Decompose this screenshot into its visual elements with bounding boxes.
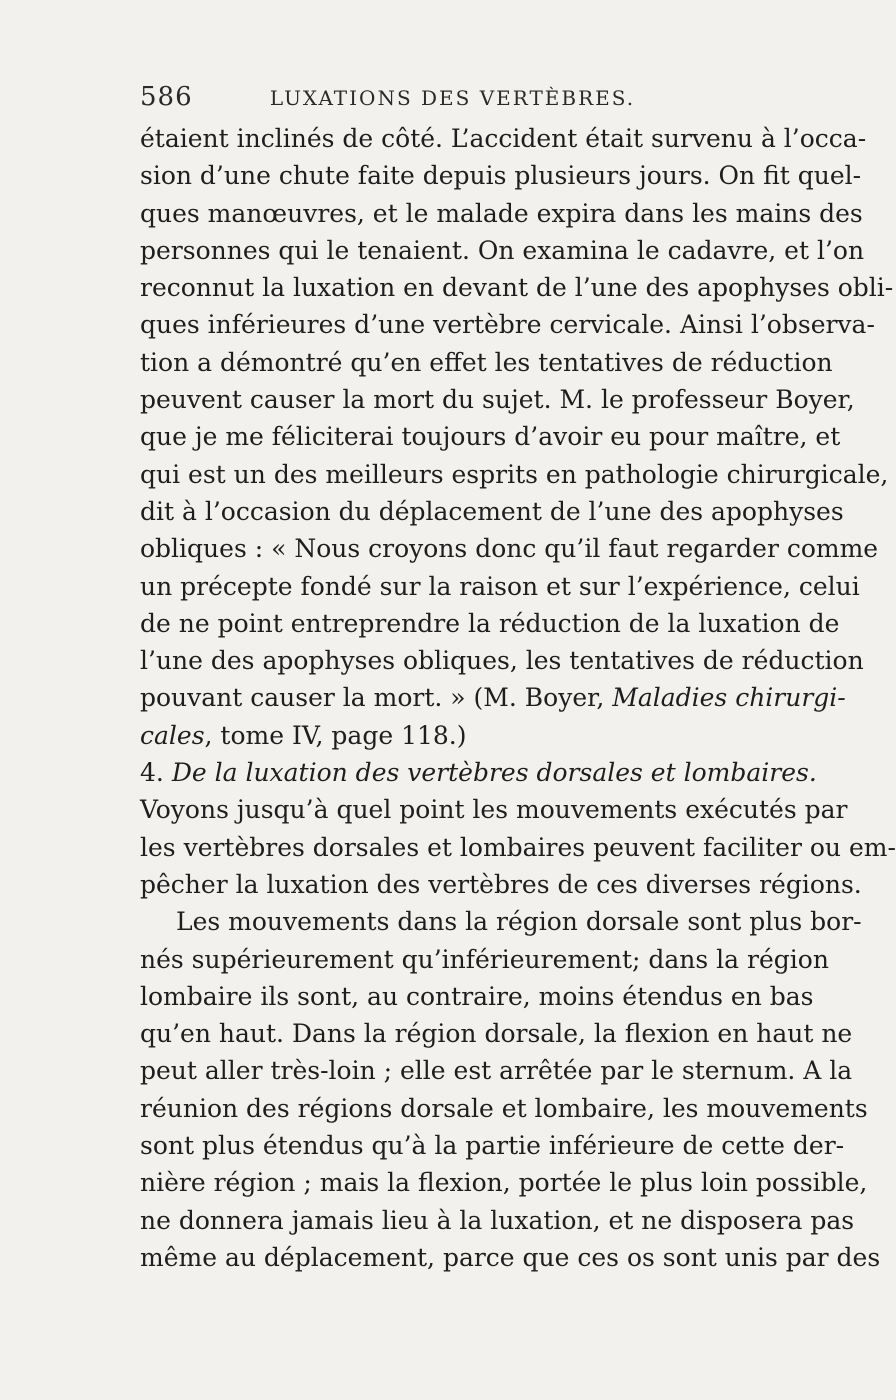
text-line: qui est un des meilleurs esprits en pathologie chirurgicale, <box>140 459 889 489</box>
page-header <box>140 82 765 118</box>
text-line: Voyons jusqu’à quel point les mouvements exécutés par <box>140 795 848 825</box>
section-title-italic: De la luxation des vertèbres dorsales et lombaires. <box>171 758 817 788</box>
text-line: lombaire ils sont, au contraire, moins étendus en bas <box>140 981 814 1011</box>
text-line: reconnut la luxation en devant de l’une des apophyses obli- <box>140 273 894 303</box>
text-line: les vertèbres dorsales et lombaires peuvent faciliter ou em- <box>140 832 896 862</box>
text-line: que je me féliciterai toujours d’avoir eu pour maître, et <box>140 422 841 452</box>
text-line: de ne point entreprendre la réduction de la luxation de <box>140 608 840 638</box>
page-number: 586 <box>140 82 193 112</box>
text-line: pouvant causer la mort. » (M. Boyer, Maladies chirurgi- <box>140 683 846 713</box>
book-title-italic: Maladies chirurgi- <box>612 683 846 713</box>
text-line: pêcher la luxation des vertèbres de ces diverses régions. <box>140 869 862 899</box>
text-line: ques manœuvres, et le malade expira dans les mains des <box>140 198 863 228</box>
text-line: sion d’une chute faite depuis plusieurs jours. On fit quel- <box>140 161 862 191</box>
body-text <box>140 120 896 1276</box>
text-line: un précepte fondé sur la raison et sur l’expérience, celui <box>140 571 860 601</box>
paragraph-first-line: Les mouvements dans la région dorsale sont plus bor- <box>176 907 862 937</box>
text-line: ne donnera jamais lieu à la luxation, et ne disposera pas <box>140 1205 855 1235</box>
text-line: qu’en haut. Dans la région dorsale, la flexion en haut ne <box>140 1019 853 1049</box>
text-line: nière région ; mais la flexion, portée le plus loin possible, <box>140 1168 868 1198</box>
text-line: tion a démontré qu’en effet les tentatives de réduction <box>140 347 833 377</box>
text-line: cales, tome IV, page 118.) <box>140 720 467 750</box>
text-line: sont plus étendus qu’à la partie inférieure de cette der- <box>140 1131 845 1161</box>
section-heading: 4. De la luxation des vertèbres dorsales et lombaires. <box>140 758 817 788</box>
text-line: ques inférieures d’une vertèbre cervicale. Ainsi l’observa- <box>140 310 875 340</box>
running-title: LUXATIONS DES VERTÈBRES. <box>269 86 636 110</box>
text-line: obliques : « Nous croyons donc qu’il faut regarder comme <box>140 534 879 564</box>
text-line: l’une des apophyses obliques, les tentatives de réduction <box>140 646 864 676</box>
book-title-italic: cales <box>140 720 205 750</box>
text-line: étaient inclinés de côté. L’accident était survenu à l’occa- <box>140 124 867 153</box>
text-line: dit à l’occasion du déplacement de l’une des apophyses <box>140 496 844 526</box>
text-line: peuvent causer la mort du sujet. M. le professeur Boyer, <box>140 385 855 415</box>
text-line: réunion des régions dorsale et lombaire, les mouvements <box>140 1093 868 1123</box>
text-line: même au déplacement, parce que ces os sont unis par des <box>140 1242 881 1272</box>
text-line: peut aller très-loin ; elle est arrêtée par le sternum. A la <box>140 1056 853 1086</box>
text-line: personnes qui le tenaient. On examina le cadavre, et l’on <box>140 235 865 265</box>
text-line: nés supérieurement qu’inférieurement; dans la région <box>140 944 829 974</box>
